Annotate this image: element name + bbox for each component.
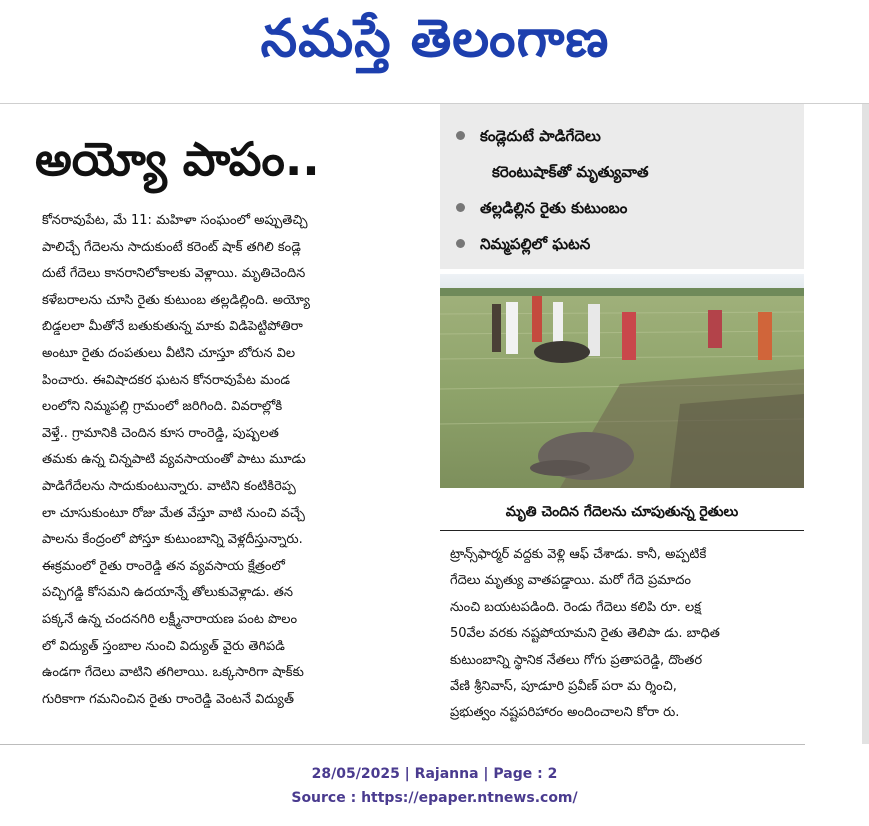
text-line: గురికాగా గమనించిన రైతు రాంరెడ్డి వెంటనే విద్యుత్ xyxy=(42,691,294,707)
text-line: వెళ్తే.. గ్రామానికి చెందిన కూస రాంరెడ్డి, పుష్పలత xyxy=(42,425,279,441)
text-line: ప్రభుత్వం నష్టపరిహారం అందించాలని కోరా రు. xyxy=(450,705,680,721)
highlight-item: నిమ్మపల్లిలో ఘటన xyxy=(450,226,804,262)
text-line: కోనరావుపేట, మే 11: మహిళా సంఘంలో అప్పుతెచ్చి xyxy=(42,213,308,228)
text-line: తమకు ఉన్న చిన్నపాటి వ్యవసాయంతో పాటు మూడు xyxy=(42,452,306,468)
bullet-icon xyxy=(456,203,465,212)
text-line: పచ్చిగడ్డి కోసమని ఉదయాన్నే తోలుకువెళ్లాడు. తన xyxy=(42,585,293,601)
bottom-divider xyxy=(0,744,805,745)
text-line: పించారు. ఈవిషాదకర ఘటన కోనరావుపేట మండ xyxy=(42,372,291,388)
text-line: నుంచి బయటపడింది. రెండు గేదెలు కలిపి రూ. లక్ష xyxy=(450,599,702,615)
bullet-icon xyxy=(456,239,465,248)
text-line: పాలిచ్చే గేదెలను సాదుకుంటే కరెంట్ షాక్ తగిలి కండ్లె xyxy=(42,239,301,255)
highlight-item: కండ్లెదుటే పాడిగేదెలు xyxy=(450,118,804,154)
highlight-item: తల్లడిల్లిన రైతు కుటుంబం xyxy=(450,190,804,226)
text-line: ట్రాన్స్‌ఫార్మర్ వద్దకు వెళ్లి ఆఫ్ చేశాడు. కానీ, అప్పటికే xyxy=(450,547,707,562)
photo-caption: మృతి చెందిన గేదెలను చూపుతున్న రైతులు xyxy=(440,498,804,531)
masthead xyxy=(0,0,869,86)
text-line: ఈక్రమంలో రైతు రాంరెడ్డి తన వ్యవసాయ క్షేత్రంలో xyxy=(42,558,285,574)
text-line: లో విద్యుత్ స్తంబాల నుంచి విద్యుత్ వైరు తెగిపడి xyxy=(42,638,285,654)
source-link[interactable]: Source : https://epaper.ntnews.com/ xyxy=(291,790,578,806)
text-line: అంటూ రైతు దంపతులు వీటిని చూస్తూ బోరున విల xyxy=(42,345,296,361)
text-line: కళేబరాలను చూసి రైతు కుటుంబ తల్లడిల్లింది. అయ్యో xyxy=(42,292,310,308)
text-line: 50వేల వరకు నష్టపోయామని రైతు తెలిపా డు. బాధిత xyxy=(450,626,720,642)
article-headline: అయ్యో పాపం.. xyxy=(35,132,320,186)
article-body xyxy=(42,208,442,713)
text-line: లా చూసుకుంటూ రోజు మేత వేస్తూ వాటి నుంచి వచ్చే xyxy=(42,505,305,521)
edition-info: 28/05/2025 | Rajanna | Page : 2 xyxy=(311,766,558,782)
text-line: పాడిగేదేలను సాదుకుంటున్నారు. వాటిని కంటికిరెప్ప xyxy=(42,478,296,494)
field-scene-image xyxy=(440,274,804,488)
text-line: పక్కనే ఉన్న చందనగిరి లక్ష్మీనారాయణ పంట పొలం xyxy=(42,611,298,627)
bullet-icon xyxy=(456,131,465,140)
newspaper-logo: నమస్తే తెలంగాణ xyxy=(260,9,610,69)
text-line: బిడ్డలలా మీతోనే బతుకుతున్న మాకు విడిపెట్టిపోతిరా xyxy=(42,319,303,335)
text-line: లంలోని నిమ్మపల్లి గ్రామంలో జరిగింది. వివరాల్లోకి xyxy=(42,399,283,415)
text-line: ఉండగా గేదెలు వాటిని తగిలాయి. ఒక్కసారిగా షాక్‌కు xyxy=(42,665,304,681)
text-line: కుటుంబాన్ని స్థానిక నేతలు గోగు ప్రతాపరెడ్డి, దొంతర xyxy=(450,652,703,668)
article-continuation xyxy=(450,542,805,727)
text-line: గేదెలు మృత్యు వాతపడ్డాయి. మరో గేదె ప్రమాదం xyxy=(450,573,691,589)
news-photo xyxy=(440,274,804,488)
text-line: పాలను కేంద్రంలో పోస్తూ కుటుంబాన్ని వెళ్లదీస్తున్నారు. xyxy=(42,532,303,548)
text-line: వేణి శ్రీనివాస్, పూడూరి ప్రవీణ్ పరా మ ర్శించి, xyxy=(450,679,677,695)
highlight-item-continuation: కరెంటుషాక్‌తో మృత్యువాత xyxy=(492,163,649,181)
text-line: దుటే గేదెలు కానరానిలోకాలకు వెళ్లాయి. మృతిచెందిన xyxy=(42,266,306,282)
footer xyxy=(0,762,869,810)
highlights-box xyxy=(440,104,804,269)
page-edge xyxy=(862,104,869,744)
